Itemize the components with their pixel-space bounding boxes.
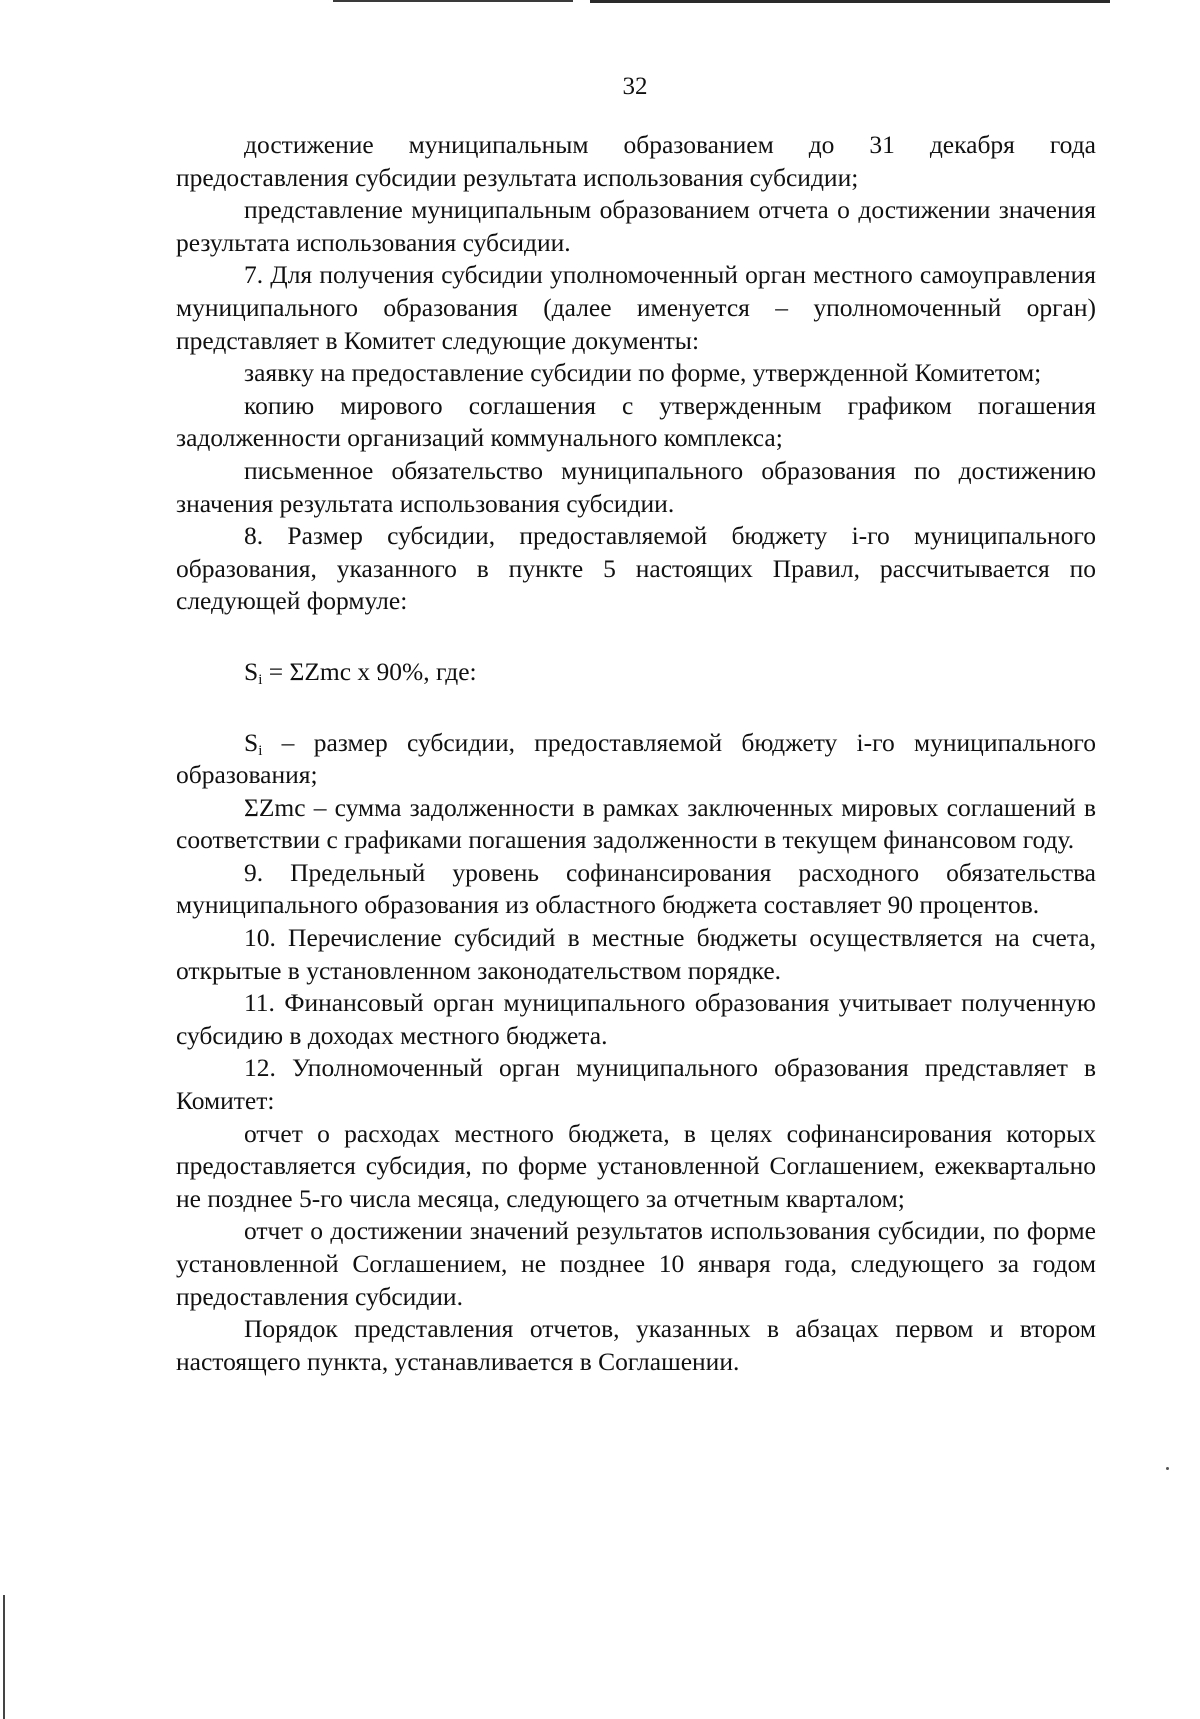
paragraph-expense-report: отчет о расходах местного бюджета, в целях софинансирования которых предоставляется субсидия, по форме установленной Соглашением, ежеквартально не позднее 5-го числа месяца, следующего за отчетным кварталом; bbox=[176, 1118, 1096, 1213]
paragraph-item-8: 8. Размер субсидии, предоставляемой бюджету i-го муниципального образования, указанного в пункте 5 настоящих Правил, рассчитывается по следующей формуле: bbox=[176, 521, 1096, 616]
scan-speck bbox=[1166, 1467, 1169, 1470]
page-number: 32 bbox=[622, 73, 648, 100]
document-body bbox=[176, 129, 1096, 1378]
scan-edge-top-left bbox=[333, 0, 573, 2]
scan-edge-left bbox=[3, 1595, 5, 1719]
subsidy-formula bbox=[244, 656, 1096, 689]
paragraph-item-12: 12. Уполномоченный орган муниципального образования представляет в Комитет: bbox=[176, 1053, 1096, 1116]
paragraph-settlement-copy: копию мирового соглашения с утвержденным графиком погашения задолженности организаций коммунального комплекса; bbox=[176, 390, 1096, 453]
paragraph-item-9: 9. Предельный уровень софинансирования расходного обязательства муниципального образования из областного бюджета составляет 90 процентов. bbox=[176, 857, 1096, 920]
formula-lhs-subscript: i bbox=[258, 671, 263, 688]
paragraph-reporting-order: Порядок представления отчетов, указанных в абзацах первом и втором настоящего пункта, устанавливается в Соглашении. bbox=[176, 1314, 1096, 1376]
paragraph-application: заявку на предоставление субсидии по форме, утвержденной Комитетом; bbox=[244, 358, 1042, 388]
paragraph-definition-si bbox=[176, 727, 1096, 792]
paragraph-result-achievement: достижение муниципальным образованием до 31 декабря года предоставления субсидии результата использования субсидии; bbox=[176, 130, 1096, 192]
paragraph-item-10: 10. Перечисление субсидий в местные бюджеты осуществляется на счета, открытые в установленном законодательством порядке. bbox=[176, 923, 1096, 985]
scan-edge-top-right bbox=[590, 0, 1110, 3]
paragraph-definition-zmc: ΣZmc – сумма задолженности в рамках заключенных мировых соглашений в соответствии с графиками погашения задолженности в текущем финансовом году. bbox=[176, 792, 1096, 855]
definition-symbol-subscript: i bbox=[258, 742, 263, 759]
paragraph-results-report: отчет о достижении значений результатов использования субсидии, по форме установленной Соглашением, не позднее 10 января года, следующего за годом предоставления субсидии. bbox=[176, 1216, 1096, 1311]
paragraph-written-obligation: письменное обязательство муниципального образования по достижению значения результата использования субсидии. bbox=[176, 455, 1096, 518]
paragraph-report-submission: представление муниципальным образованием отчета о достижении значения результата использования субсидии. bbox=[176, 195, 1096, 257]
paragraph-item-11: 11. Финансовый орган муниципального образования учитывает полученную субсидию в доходах местного бюджета. bbox=[176, 988, 1096, 1050]
paragraph-item-7: 7. Для получения субсидии уполномоченный орган местного самоуправления муниципального образования (далее именуется – уполномоченный орган) представляет в Комитет следующие документы: bbox=[176, 260, 1096, 355]
definition-text: – размер субсидии, предоставляемой бюджету i-го муниципального образования; bbox=[176, 727, 1096, 790]
formula-lhs: S bbox=[244, 656, 259, 686]
definition-symbol: S bbox=[244, 727, 259, 757]
formula-rhs: = ΣZmc x 90%, где: bbox=[262, 656, 477, 686]
